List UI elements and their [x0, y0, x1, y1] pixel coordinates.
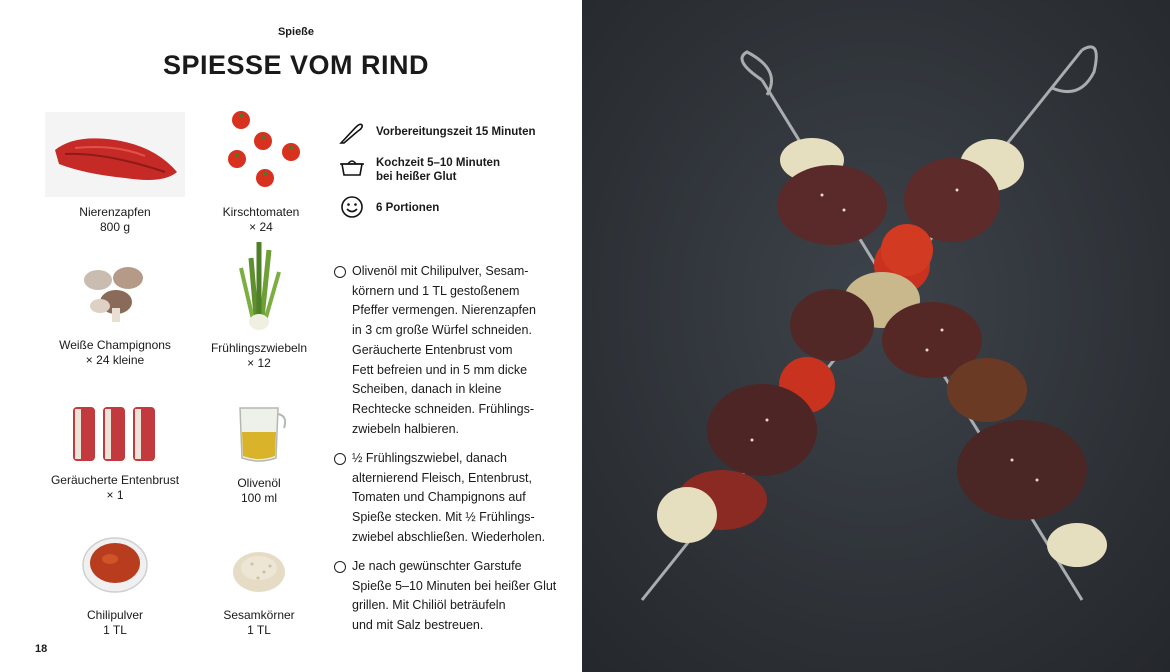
- step-line: Olivenöl mit Chilipulver, Sesam-: [352, 264, 529, 278]
- ingredient-item: [184, 538, 334, 638]
- step-line: zwiebeln halbieren.: [352, 421, 460, 436]
- step-line: ½ Frühlingszwiebel, danach: [352, 451, 507, 465]
- ingredient-item: [40, 535, 190, 638]
- ingredient-item: [40, 112, 190, 235]
- step-bullet-icon: [334, 453, 346, 465]
- sesame-seeds-image: [224, 538, 294, 600]
- step-line: Geräucherte Entenbrust vom: [352, 342, 513, 357]
- ingredient-name: Nierenzapfen: [79, 205, 151, 219]
- beef-tenderloin-image: [45, 112, 185, 197]
- crossed-beef-skewers-photo: [582, 0, 1170, 672]
- ingredient-item: [40, 403, 190, 503]
- ingredient-name: Sesamkörner: [223, 608, 295, 622]
- ingredient-name: Olivenöl: [237, 476, 281, 490]
- ingredient-amount: × 1: [106, 488, 124, 502]
- step-line: Spieße 5–10 Minuten bei heißer Glut: [352, 578, 557, 593]
- step-text: [352, 449, 567, 548]
- ingredient-amount: × 24 kleine: [85, 353, 145, 367]
- spring-onions-image: [229, 238, 289, 333]
- cook-time-line2: bei heißer Glut: [376, 171, 457, 183]
- duck-breast-image: [65, 403, 165, 465]
- skewers-photo: [582, 0, 1170, 672]
- step-line: Je nach gewünschter Garstufe: [352, 559, 522, 573]
- step-text: [352, 262, 567, 439]
- step-line: in 3 cm große Würfel schneiden.: [352, 323, 532, 338]
- step-line: zwiebel abschließen. Wiederholen.: [352, 529, 546, 544]
- recipe-category: Spieße: [277, 26, 315, 38]
- knife-icon: [338, 121, 366, 145]
- smiley-face-icon: [338, 195, 366, 219]
- portions-text: 6 Portionen: [376, 202, 440, 214]
- ingredient-name: Frühlingszwiebeln: [210, 341, 308, 355]
- chili-powder-image: [80, 535, 150, 600]
- ingredient-name: Geräucherte Entenbrust: [50, 473, 180, 487]
- ingredient-amount: 1 TL: [103, 623, 127, 637]
- ingredient-amount: 1 TL: [247, 623, 271, 637]
- step-line: körnern und 1 TL gestoßenem: [352, 283, 520, 298]
- ingredient-amount: × 12: [247, 356, 271, 370]
- step-line: Tomaten und Champignons auf: [352, 490, 526, 505]
- step-line: Pfeffer vermengen. Nierenzapfen: [352, 303, 536, 318]
- prep-time-text: Vorbereitungszeit 15 Minuten: [376, 126, 536, 138]
- step-line: alternierend Fleisch, Entenbrust,: [352, 470, 532, 485]
- step-line: Fett befreien und in 5 mm dicke: [352, 362, 528, 377]
- ingredient-amount: × 24: [249, 220, 273, 234]
- step-line: Rechtecke schneiden. Frühlings-: [352, 401, 535, 416]
- recipe-page: [0, 0, 582, 672]
- step-bullet-icon: [334, 266, 346, 278]
- step-line: Scheiben, danach in kleine: [352, 382, 502, 397]
- cherry-tomatoes-image: [211, 106, 311, 197]
- ingredient-item: [40, 262, 190, 368]
- ingredient-item: [184, 398, 334, 506]
- ingredient-amount: 800 g: [99, 220, 131, 234]
- step-line: Spieße stecken. Mit ½ Frühlings-: [352, 510, 535, 525]
- ingredient-item: [186, 106, 336, 235]
- olive-oil-image: [224, 398, 294, 468]
- step-bullet-icon: [334, 561, 346, 573]
- step-text: [352, 557, 567, 636]
- recipe-title: SPIESSE VOM RIND: [162, 50, 430, 80]
- page-number: 18: [35, 643, 48, 655]
- ingredient-name: Chilipulver: [86, 608, 144, 622]
- cooking-pot-icon: [338, 154, 366, 178]
- ingredient-item: [184, 238, 334, 371]
- mushrooms-image: [70, 262, 160, 330]
- step-line: und mit Salz bestreuen.: [352, 618, 484, 633]
- ingredient-name: Kirschtomaten: [222, 205, 300, 219]
- cook-time-line1: Kochzeit 5–10 Minuten: [376, 157, 500, 169]
- step-line: grillen. Mit Chiliöl beträufeln: [352, 598, 506, 613]
- ingredient-name: Weiße Champignons: [59, 338, 171, 352]
- ingredient-amount: 100 ml: [240, 491, 278, 505]
